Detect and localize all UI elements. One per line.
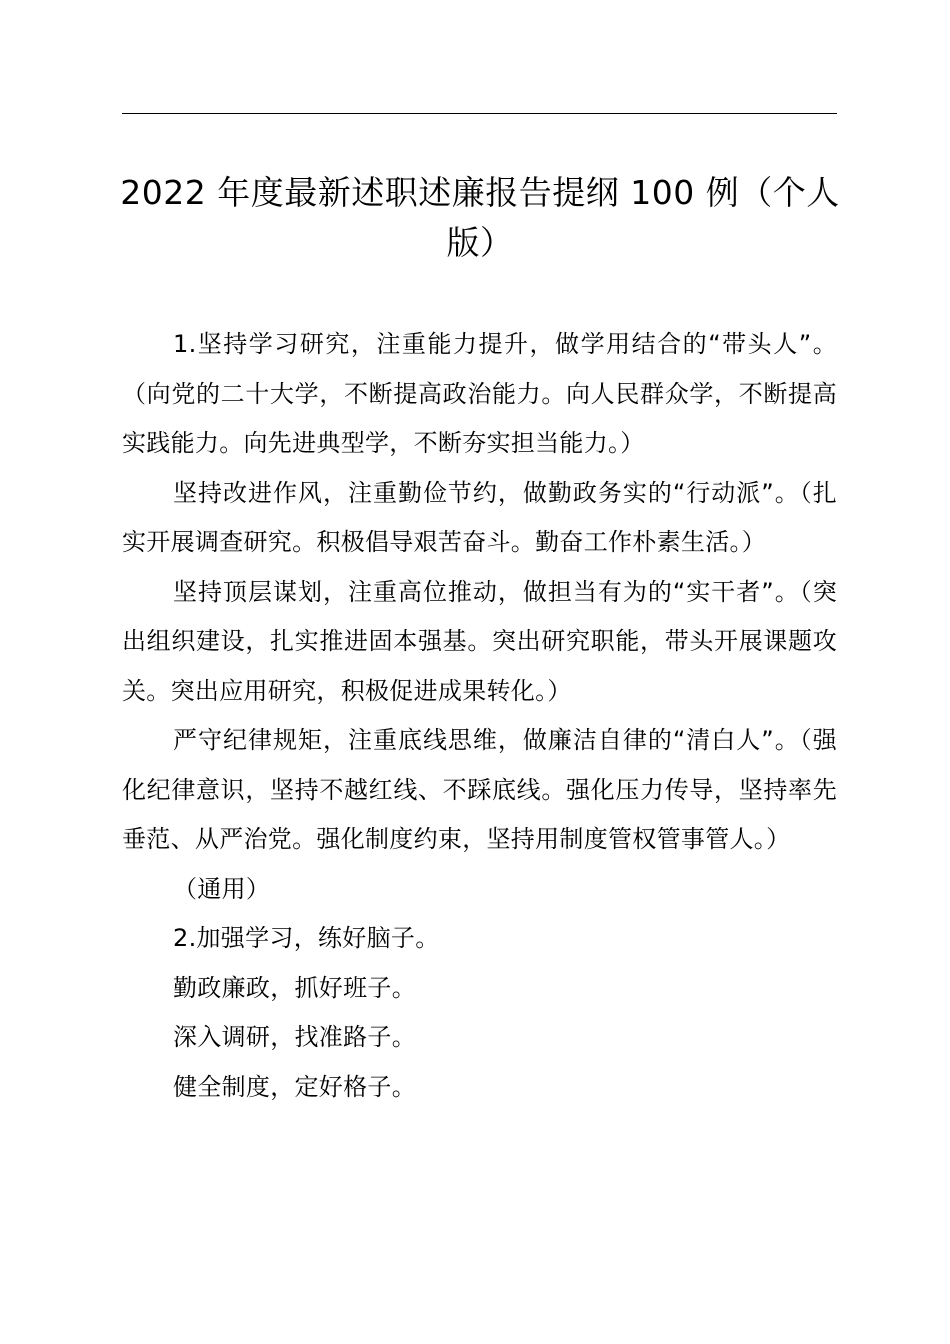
header-rule	[122, 113, 837, 114]
paragraph-item-7: 深入调研，找准路子。	[173, 1023, 416, 1051]
paragraph-item-5: 2.加强学习，练好脑子。	[173, 924, 440, 952]
paragraph-general-note: （通用）	[173, 874, 271, 903]
paragraph-item-2: 坚持改进作风，注重勤俭节约，做勤政务实的“行动派”。（扎实开展调查研究。积极倡导艰苦奋斗。勤奋工作朴素生活。）	[122, 478, 837, 556]
paragraph-item-1: 1.坚持学习研究，注重能力提升，做学用结合的“带头人”。（向党的二十大学，不断提高政治能力。向人民群众学，不断提高实践能力。向先进典型学，不断夯实担当能力。）	[122, 330, 837, 457]
paragraph-item-6: 勤政廉政，抓好班子。	[173, 973, 416, 1002]
document-title: 2022 年度最新述职述廉报告提纲 100 例（个人版）	[120, 173, 840, 262]
document-body	[122, 320, 837, 1112]
paragraph-item-4: 严守纪律规矩，注重底线思维，做廉洁自律的“清白人”。（强化纪律意识，坚持不越红线、不踩底线。强化压力传导，坚持率先垂范、从严治党。强化制度约束，坚持用制度管权管事管人。）	[122, 726, 837, 853]
paragraph-item-3: 坚持顶层谋划，注重高位推动，做担当有为的“实干者”。（突出组织建设，扎实推进固本强基。突出研究职能，带头开展课题攻关。突出应用研究，积极促进成果转化。）	[122, 577, 837, 705]
paragraph-item-8: 健全制度，定好格子。	[173, 1072, 416, 1101]
